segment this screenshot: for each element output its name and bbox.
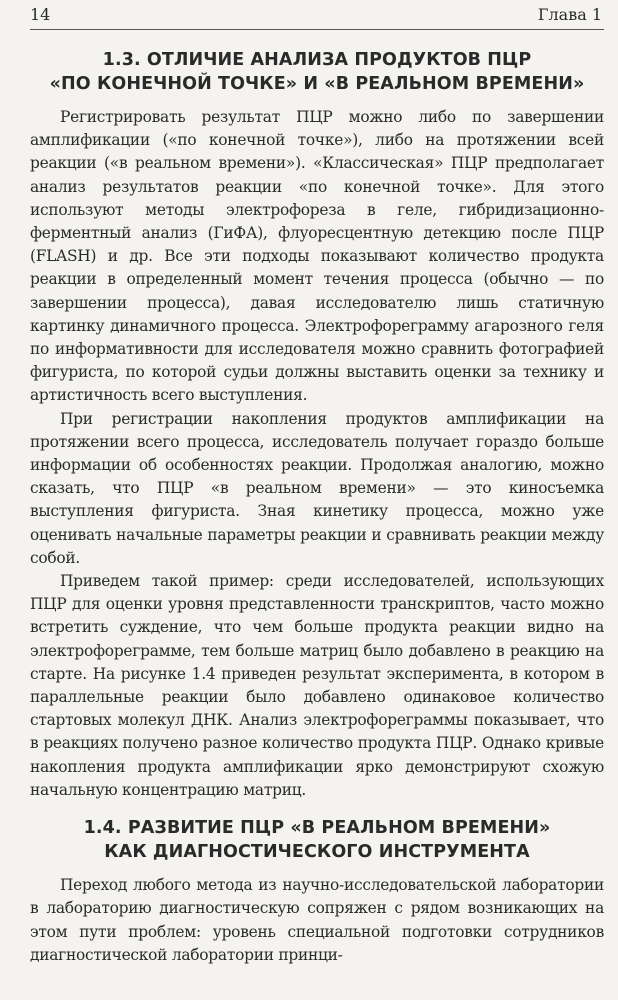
chapter-label: Глава 1 <box>537 5 602 24</box>
section-1-3-heading-line2: «ПО КОНЕЧНОЙ ТОЧКЕ» И «В РЕАЛЬНОМ ВРЕМЕНИ» <box>49 74 585 94</box>
paragraph: Приведем такой пример: среди исследователей, использующих ПЦР для оценки уровня представленности транскриптов, часто можно встретить суждение, что чем больше продукта реакции видно на электрофореграмме, тем больше матриц было добавлено в реакцию на старте. На рисунке 1.4 приведен результат эксперимента, в котором в параллельные реакции было добавлено одинаковое количество стартовых молекул ДНК. Анализ электрофореграммы показывает, что в реакциях получено разное количество продукта ПЦР. Однако кривые накопления продукта амплификации ярко демонстрируют схожую начальную концентрацию матриц. <box>30 572 604 799</box>
paragraph: Переход любого метода из научно-исследовательской лаборатории в лабораторию диагностическую сопряжен с рядом возникающих на этом пути проблем: уровень специальной подготовки сотрудников диагностической лаборатории принци- <box>30 876 604 964</box>
section-1-4-heading-line1: 1.4. РАЗВИТИЕ ПЦР «В РЕАЛЬНОМ ВРЕМЕНИ» <box>83 818 551 839</box>
page-number: 14 <box>30 5 51 24</box>
section-1-4-heading-line2: КАК ДИАГНОСТИЧЕСКОГО ИНСТРУМЕНТА <box>104 842 530 863</box>
paragraph: Регистрировать результат ПЦР можно либо по завершении амплификации («по конечной точке»), либо на протяжении всей реакции («в реальном времени»). «Классическая» ПЦР предполагает анализ результатов реакции «по конечной точке». Для этого используют методы электрофореза в геле, гибридизационно-ферментный анализ (ГиФА), флуоресцентную детекцию после ПЦР (FLASH) и др. Все эти подходы показывают количество продукта реакции в определенный момент течения процесса (обычно — по завершении процесса), давая исследователю лишь статичную картинку динамичного процесса. Электрофореграмму агарозного геля по информативности для исследователя можно сравнить фотографией фигуриста, по которой судьи должны выставить оценки за технику и артистичность всего выступления. <box>30 108 604 405</box>
section-1-3-heading-line1: 1.3. ОТЛИЧИЕ АНАЛИЗА ПРОДУКТОВ ПЦР <box>102 50 532 70</box>
running-header <box>30 4 604 30</box>
paragraph: При регистрации накопления продуктов амплификации на протяжении всего процесса, исследователь получает гораздо больше информации об особенностях реакции. Продолжая аналогию, можно сказать, что ПЦР «в реальном времени» — это киносъемка выступления фигуриста. Зная кинетику процесса, можно уже оценивать начальные параметры реакции и сравнивать реакции между собой. <box>30 409 604 567</box>
section-1-4-heading <box>30 816 604 864</box>
section-1-3-heading <box>30 48 604 96</box>
